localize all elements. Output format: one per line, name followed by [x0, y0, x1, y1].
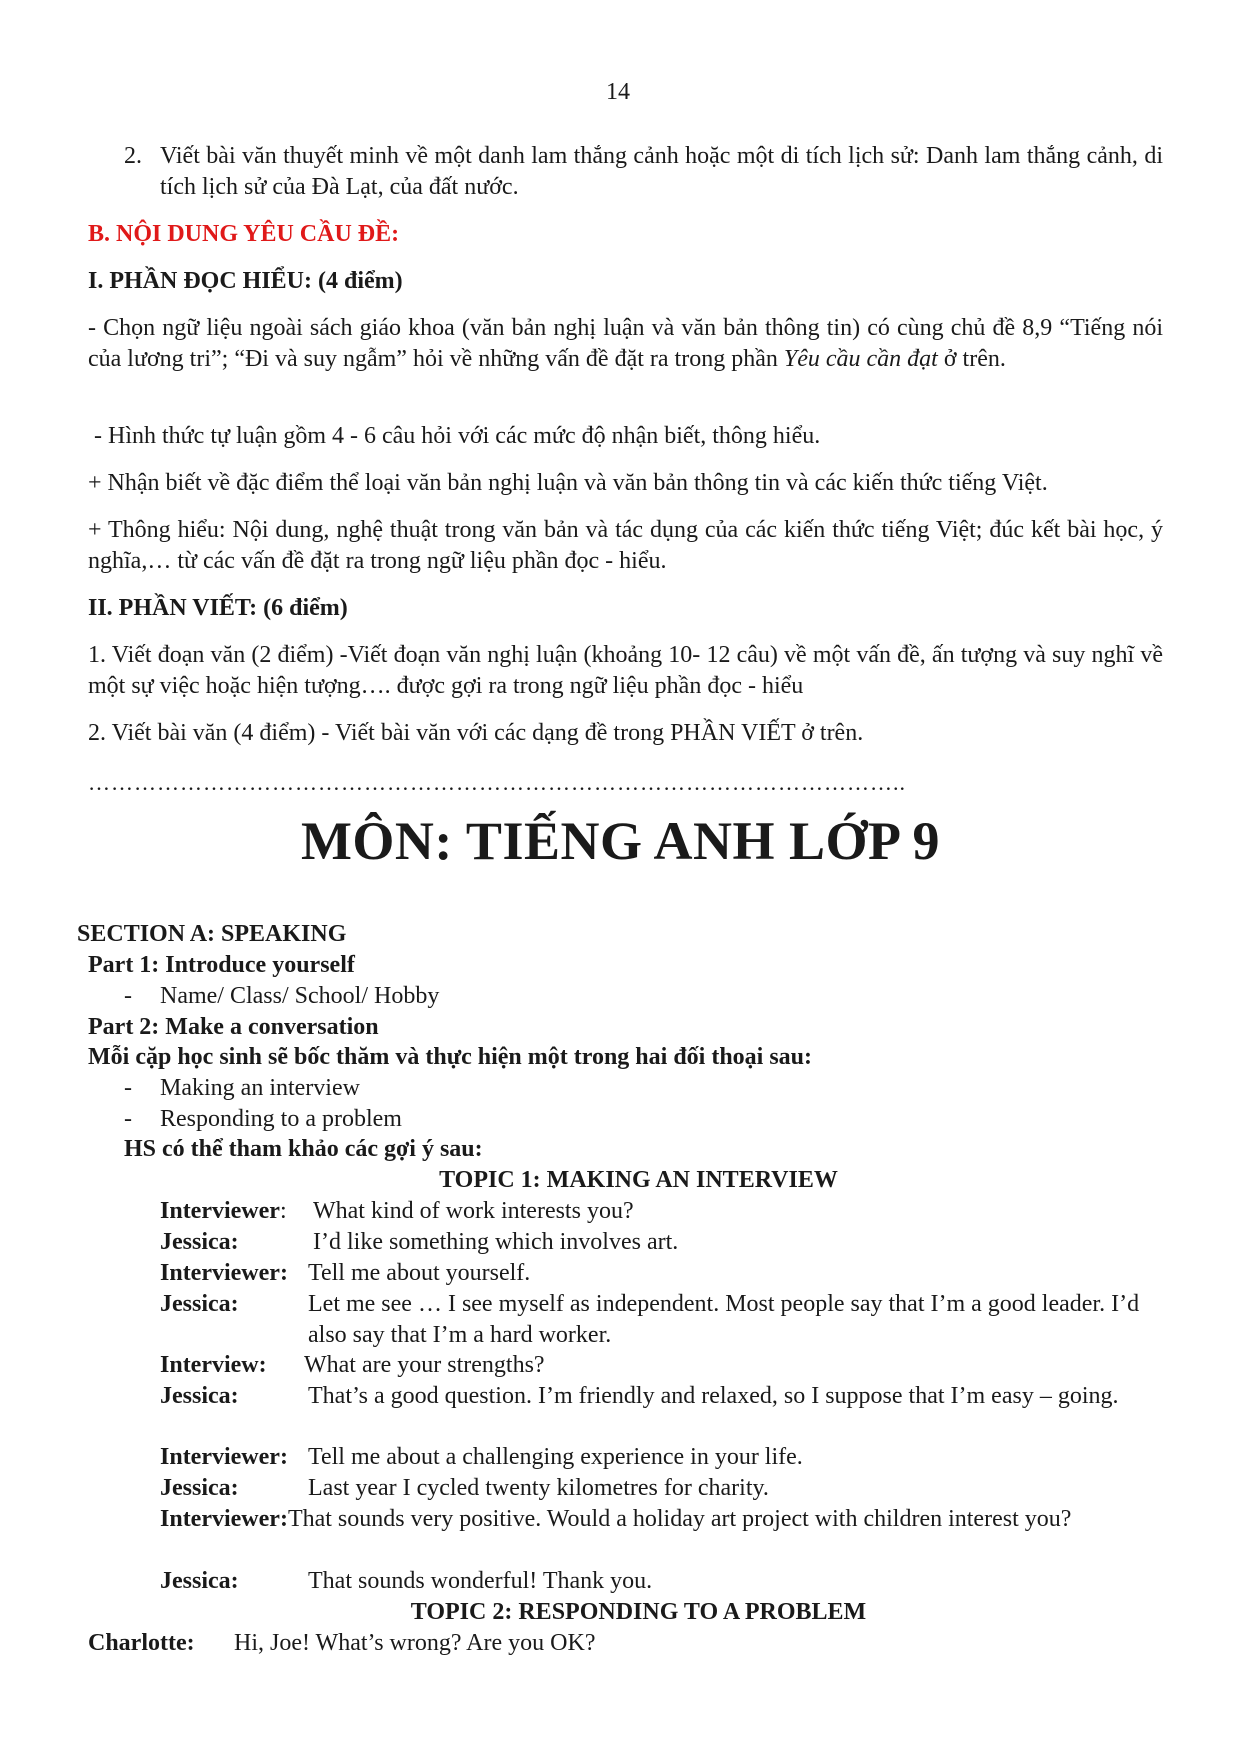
dialogue-line: That sounds very positive. Would a holiday art project with children interest you?: [287, 1506, 1072, 1532]
reading-paragraph-1-end: ở trên.: [937, 346, 1006, 372]
dialogue-line: Last year I cycled twenty kilometres for charity.: [308, 1475, 769, 1501]
writing-item-2: 2. Viết bài văn (4 điểm) - Viết bài văn với các dạng đề trong PHẦN VIẾT ở trên.: [88, 720, 864, 746]
dialogue-speaker: Jessica:: [160, 1291, 239, 1317]
writing-part-heading: II. PHẦN VIẾT: (6 điểm): [88, 595, 348, 621]
dialogue-line: I’d like something which involves art.: [313, 1229, 679, 1255]
page-number: 14: [606, 79, 630, 105]
part-1-item: Name/ Class/ School/ Hobby: [160, 983, 440, 1009]
subject-title: MÔN: TIẾNG ANH LỚP 9: [300, 811, 941, 871]
dialogue-line: What are your strengths?: [304, 1352, 545, 1378]
hint-heading: HS có thể tham khảo các gợi ý sau:: [124, 1136, 483, 1162]
part-1-item-dash: -: [124, 983, 132, 1009]
dialogue-line: Tell me about yourself.: [308, 1260, 531, 1286]
reading-paragraph-4: + Thông hiểu: Nội dung, nghệ thuật trong văn bản và tác dụng của các kiến thức tiếng Việt; đúc kết bài học, ý nghĩa,… từ các vấn đề đặt ra trong ngữ liệu phần đọc - hiểu.: [88, 517, 1163, 574]
dialogue-speaker: Interviewer:: [160, 1260, 288, 1286]
part-2-item-dash: -: [124, 1106, 132, 1132]
reading-paragraph-3: + Nhận biết về đặc điểm thể loại văn bản nghị luận và văn bản thông tin và các kiến thức tiếng Việt.: [88, 470, 1048, 496]
section-a-heading: SECTION A: SPEAKING: [77, 921, 347, 947]
part-2-item-dash: -: [124, 1075, 132, 1101]
section-b-heading: B. NỘI DUNG YÊU CẦU ĐỀ:: [88, 221, 400, 247]
writing-item-1: 1. Viết đoạn văn (2 điểm) -Viết đoạn văn nghị luận (khoảng 10- 12 câu) về một vấn đề, ấn tượng và suy nghĩ về một sự việc hoặc hiện tượng…. được gợi ra trong ngữ liệu phần đọc - hiểu: [88, 642, 1163, 699]
dialogue-line: Hi, Joe! What’s wrong? Are you OK?: [234, 1630, 596, 1656]
dialogue-turn: [160, 1504, 1130, 1535]
dialogue-speaker-colon: :: [279, 1198, 287, 1224]
reading-part-heading: I. PHẦN ĐỌC HIỂU: (4 điểm): [88, 268, 403, 294]
dialogue-speaker: Interviewer:: [160, 1444, 288, 1470]
dialogue-speaker: Charlotte:: [88, 1630, 195, 1656]
dialogue-speaker: [160, 1196, 287, 1227]
part-2-heading: Part 2: Make a conversation: [88, 1014, 379, 1040]
dialogue-line: Let me see … I see myself as independent. Most people say that I’m a good leader. I’d also say that I’m a hard worker.: [308, 1291, 1140, 1348]
reading-paragraph-2: - Hình thức tự luận gồm 4 - 6 câu hỏi với các mức độ nhận biết, thông hiểu.: [88, 423, 821, 449]
reading-paragraph-1: [88, 313, 1163, 375]
part-2-item: Responding to a problem: [160, 1106, 402, 1132]
topic-1-title: TOPIC 1: MAKING AN INTERVIEW: [439, 1167, 838, 1193]
dialogue-speaker: Jessica:: [160, 1568, 239, 1594]
part-2-item: Making an interview: [160, 1075, 360, 1101]
part-2-instruction: Mỗi cặp học sinh sẽ bốc thăm và thực hiện một trong hai đối thoại sau:: [88, 1044, 813, 1070]
topic-2-title: TOPIC 2: RESPONDING TO A PROBLEM: [410, 1599, 867, 1625]
dialogue-speaker: Jessica:: [160, 1383, 239, 1409]
reading-paragraph-1-text: - Chọn ngữ liệu ngoài sách giáo khoa (văn bản nghị luận và văn bản thông tin) có cùng chủ đề 8,9 “Tiếng nói của lương tri”; “Đi và suy ngẫm” hỏi về những vấn đề đặt ra trong phần: [88, 315, 1163, 372]
dialogue-line: That’s a good question. I’m friendly and relaxed, so I suppose that I’m easy – going.: [308, 1383, 1119, 1409]
dialogue-speaker: Interview:: [160, 1352, 267, 1378]
item2-text: Viết bài văn thuyết minh về một danh lam thắng cảnh hoặc một di tích lịch sử: Danh lam thắng cảnh, di tích lịch sử của Đà Lạt, của đất nước.: [160, 143, 1163, 200]
dialogue-speaker-name: Interviewer: [160, 1198, 280, 1224]
dialogue-line: That sounds wonderful! Thank you.: [308, 1568, 653, 1594]
reading-paragraph-1-italic: Yêu cầu cần đạt: [783, 346, 938, 372]
item2-number: 2.: [124, 143, 142, 169]
part-1-heading: Part 1: Introduce yourself: [88, 952, 355, 978]
dotted-separator: ……………………………………………………………………………………………..: [88, 770, 906, 795]
dialogue-speaker: Jessica:: [160, 1229, 239, 1255]
dialogue-line: Tell me about a challenging experience in your life.: [308, 1444, 803, 1470]
dialogue-speaker: Jessica:: [160, 1475, 239, 1501]
dialogue-line: What kind of work interests you?: [313, 1198, 634, 1224]
dialogue-speaker: Interviewer:: [160, 1506, 288, 1532]
